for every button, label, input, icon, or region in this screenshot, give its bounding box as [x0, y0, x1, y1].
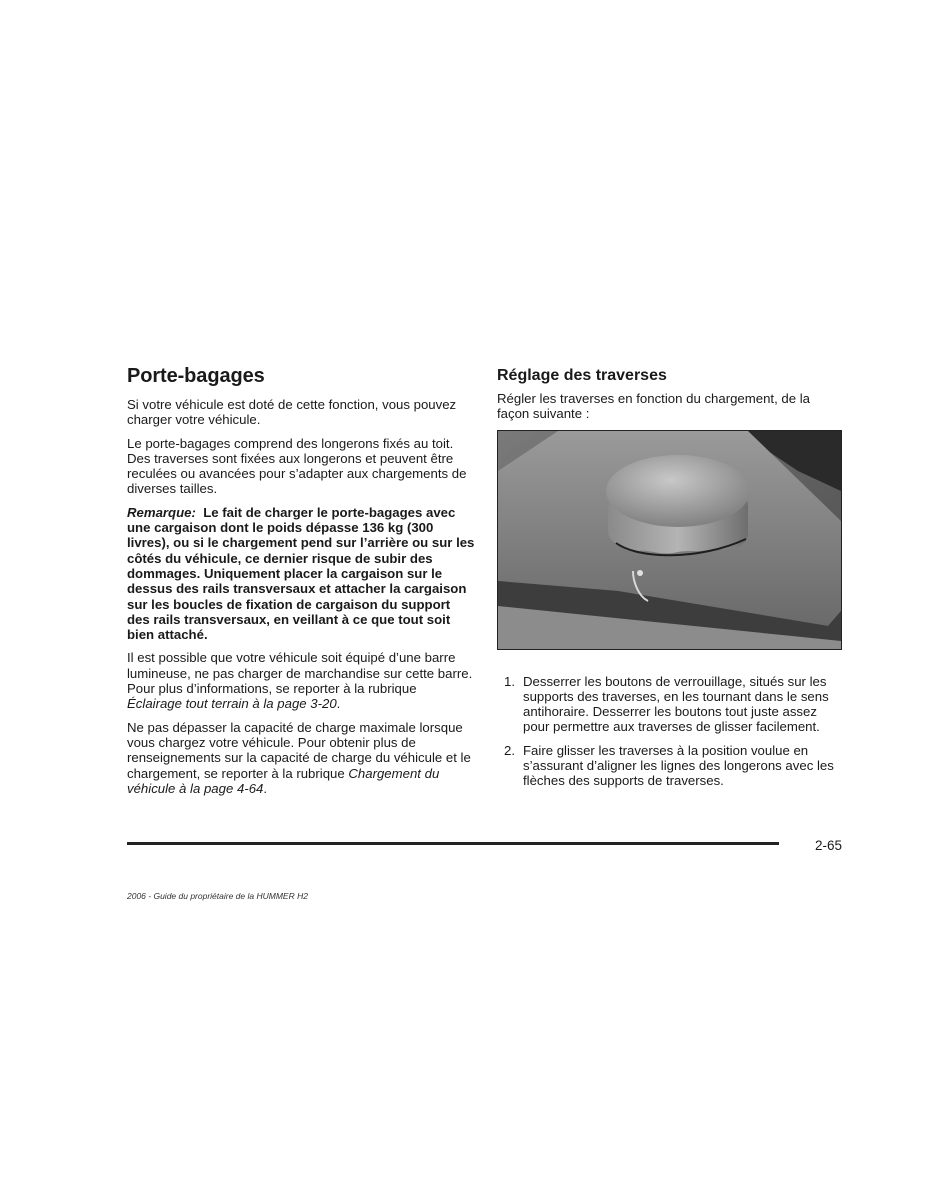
notice-text: Le fait de charger le porte-bagages avec une cargaison dont le poids dépasse 136 kg (300 livres), ou si le chargement pend sur l’arrière ou sur les côtés du véhicule, ce dernier risque de subir des dommages. Uniquement placer la cargaison sur le dessus des rails transversaux et attacher la cargaison sur les boucles de fixation de cargaison du support des rails transversaux, en veillant à ce que tout soit bien attaché.	[127, 504, 475, 643]
paragraph-capacity	[127, 720, 475, 796]
notice-paragraph	[127, 505, 475, 643]
list-item	[497, 743, 843, 789]
paragraph-light-bar-text: Il est possible que votre véhicule soit équipé d’une barre lumineuse, ne pas charger de marchandise sur cette barre. Pour plus d’informations, se reporter à la rubrique	[127, 650, 473, 697]
step-text: Faire glisser les traverses à la position voulue en s’assurant d’aligner les lignes des longerons avec les flèches des supports de traverses.	[523, 742, 834, 789]
footer-text: 2006 - Guide du propriétaire de la HUMMER H2	[127, 891, 308, 901]
adjustment-steps	[497, 674, 843, 789]
paragraph-adjust-intro: Régler les traverses en fonction du chargement, de la façon suivante :	[497, 391, 811, 422]
section-title-porte-bagages: Porte-bagages	[127, 365, 265, 387]
paragraph-description: Le porte-bagages comprend des longerons fixés au toit. Des traverses sont fixées aux longerons et peuvent être reculées ou avancées pour s’adapter aux chargements de diverses tailles.	[127, 435, 467, 497]
period: .	[263, 780, 268, 796]
period: .	[336, 696, 341, 712]
paragraph-capacity-text: Ne pas dépasser la capacité de charge maximale lorsque vous chargez votre véhicule. Pour obtenir plus de renseignements sur la capacité de charge du véhicule et le chargement, se reporter à la rubrique	[127, 719, 471, 781]
footer-rule	[127, 842, 779, 845]
notice-label: Remarque:	[127, 504, 196, 520]
reference-link-loading[interactable]: Chargement du véhicule à la page 4-64	[127, 765, 440, 796]
paragraph-light-bar	[127, 650, 475, 711]
step-number: 2.	[504, 742, 515, 758]
paragraph-intro: Si votre véhicule est doté de cette fonction, vous pouvez charger votre véhicule.	[127, 397, 457, 428]
right-column	[497, 367, 843, 797]
crossbar-lock-knob-photo	[497, 430, 842, 650]
step-number: 1.	[504, 673, 515, 689]
page-number: 2-65	[815, 838, 843, 853]
list-item	[497, 674, 843, 735]
section-title-reglage: Réglage des traverses	[497, 367, 667, 384]
reference-link-lighting[interactable]: Éclairage tout terrain à la page 3-20	[127, 696, 337, 712]
left-column	[127, 365, 475, 804]
step-text: Desserrer les boutons de verrouillage, situés sur les supports des traverses, en les tournant dans le sens antihoraire. Desserrer les boutons tout juste assez pour permettre aux traverses de glisser facilement.	[523, 673, 829, 735]
